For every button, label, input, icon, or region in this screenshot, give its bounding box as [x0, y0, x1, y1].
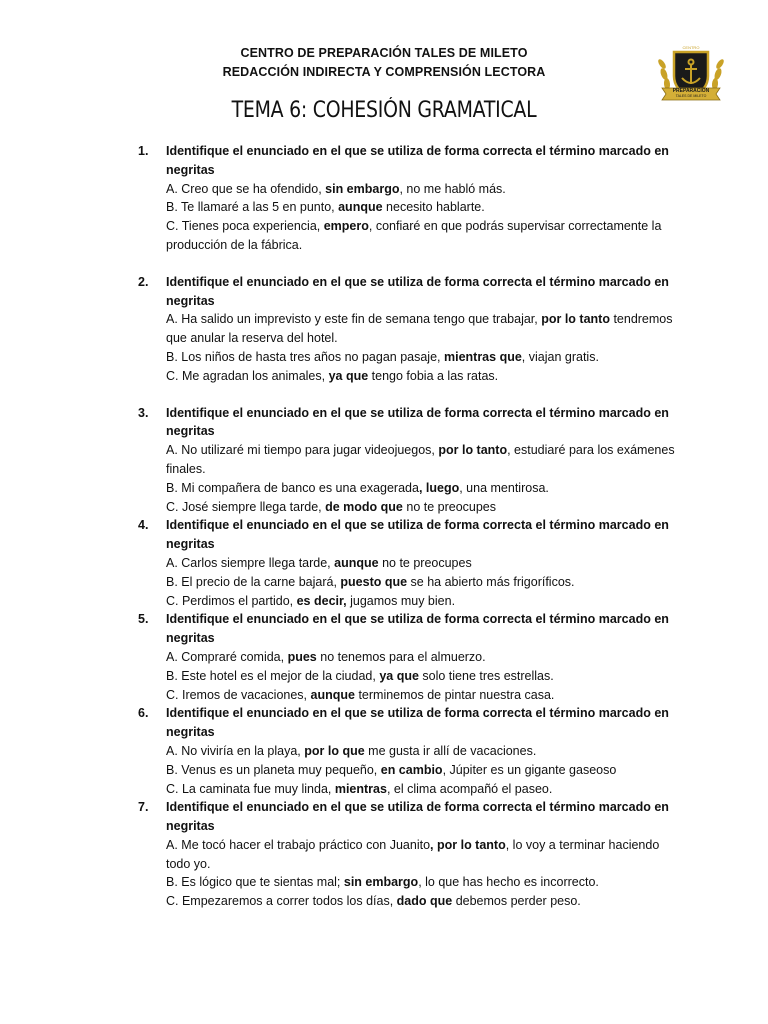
option-a: A. No viviría en la playa, por lo que me gusta ir allí de vacaciones. — [166, 743, 537, 758]
question-5 — [138, 610, 678, 704]
option-c: C. Tienes poca experiencia, empero, confiaré en que podrás supervisar correctamente la producción de la fábrica. — [166, 219, 662, 252]
option-b: B. Venus es un planeta muy pequeño, en cambio, Júpiter es un gigante gaseoso — [166, 762, 617, 777]
option-b: B. Te llamaré a las 5 en punto, aunque necesito hablarte. — [166, 200, 485, 215]
question-list — [138, 142, 678, 911]
option-c: C. Perdimos el partido, es decir, jugamos muy bien. — [166, 593, 456, 608]
question-number: 5. — [138, 612, 149, 627]
logo-top-text: CENTRO — [682, 45, 700, 50]
question-number: 3. — [138, 405, 149, 420]
question-stem: Identifique el enunciado en el que se utiliza de forma correcta el término marcado en negritas — [166, 274, 669, 308]
question-number: 7. — [138, 800, 149, 815]
question-stem: Identifique el enunciado en el que se utiliza de forma correcta el término marcado en negritas — [166, 405, 669, 439]
option-c: C. Me agradan los animales, ya que tengo fobia a las ratas. — [166, 368, 499, 383]
option-b: B. Mi compañera de banco es una exagerada, luego, una mentirosa. — [166, 480, 549, 495]
question-stem: Identifique el enunciado en el que se utiliza de forma correcta el término marcado en negritas — [166, 612, 669, 646]
option-c: C. La caminata fue muy linda, mientras, el clima acompañó el paseo. — [166, 781, 553, 796]
question-stem: Identifique el enunciado en el que se utiliza de forma correcta el término marcado en negritas — [166, 706, 669, 740]
institution-logo — [656, 44, 726, 106]
question-number: 2. — [138, 274, 149, 289]
option-c: C. José siempre llega tarde, de modo que no te preocupes — [166, 499, 497, 514]
question-6 — [138, 704, 678, 798]
question-stem: Identifique el enunciado en el que se utiliza de forma correcta el término marcado en negritas — [166, 144, 669, 177]
question-number: 1. — [138, 144, 149, 158]
question-7 — [138, 798, 678, 911]
option-b: B. Este hotel es el mejor de la ciudad, ya que solo tiene tres estrellas. — [166, 668, 554, 683]
option-a: A. Creo que se ha ofendido, sin embargo, no me habló más. — [166, 181, 506, 196]
question-2 — [138, 273, 678, 386]
option-a: A. No utilizaré mi tiempo para jugar videojuegos, por lo tanto, estudiaré para los exámenes finales. — [166, 443, 675, 476]
option-b: B. Es lógico que te sientas mal; sin embargo, lo que has hecho es incorrecto. — [166, 875, 599, 890]
option-a: A. Me tocó hacer el trabajo práctico con Juanito, por lo tanto, lo voy a terminar haciendo todo yo. — [166, 837, 660, 871]
option-a: A. Ha salido un imprevisto y este fin de semana tengo que trabajar, por lo tanto tendremos que anular la reserva del hotel. — [166, 312, 673, 346]
question-number: 4. — [138, 518, 149, 533]
option-b: B. El precio de la carne bajará, puesto que se ha abierto más frigoríficos. — [166, 574, 575, 589]
logo-sub-text: TALES DE MILETO — [675, 94, 707, 98]
document-header — [0, 44, 768, 82]
question-1 — [138, 142, 678, 255]
option-a: A. Carlos siempre llega tarde, aunque no te preocupes — [166, 555, 472, 570]
logo-banner-text: PREPARACIÓN — [672, 88, 710, 94]
question-number: 6. — [138, 706, 149, 721]
institution-name: CENTRO DE PREPARACIÓN TALES DE MILETO — [240, 46, 528, 60]
option-c: C. Iremos de vacaciones, aunque terminemos de pintar nuestra casa. — [166, 687, 555, 702]
option-c: C. Empezaremos a correr todos los días, dado que debemos perder peso. — [166, 894, 581, 909]
course-name: REDACCIÓN INDIRECTA Y COMPRENSIÓN LECTORA — [222, 65, 546, 79]
question-stem: Identifique el enunciado en el que se utiliza de forma correcta el término marcado en negritas — [166, 800, 669, 834]
question-3 — [138, 404, 678, 517]
page-title: TEMA 6: COHESIÓN GRAMATICAL — [231, 98, 537, 123]
question-4 — [138, 516, 678, 610]
option-a: A. Compraré comida, pues no tenemos para el almuerzo. — [166, 649, 486, 664]
question-stem: Identifique el enunciado en el que se utiliza de forma correcta el término marcado en negritas — [166, 518, 669, 552]
option-b: B. Los niños de hasta tres años no pagan pasaje, mientras que, viajan gratis. — [166, 349, 599, 364]
